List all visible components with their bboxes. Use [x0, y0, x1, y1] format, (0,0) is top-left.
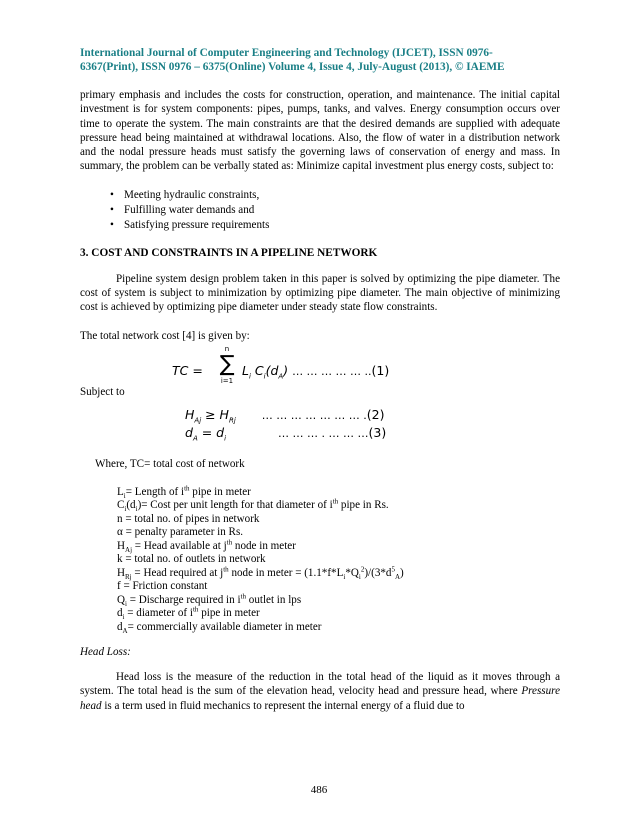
def-HR-formula-4: ) [400, 566, 404, 579]
def-HA-sub: Aj [125, 545, 133, 554]
where-line: Where, TC= total cost of network [95, 458, 245, 471]
head-loss-italic: Pressure head [80, 685, 560, 712]
def-d-sym: d [117, 607, 123, 620]
def-L-tail: pipe in meter [189, 485, 251, 498]
def-HR-sup3: 5 [391, 564, 395, 573]
section-heading: 3. COST AND CONSTRAINTS IN A PIPELINE NETWORK [80, 246, 378, 259]
eq3-eq: = d [197, 425, 225, 441]
equation-1 [80, 343, 560, 395]
def-dA-sym: d [117, 620, 123, 633]
def-HA-text: = Head available at j [132, 539, 227, 552]
def-Q-text: = Discharge required in i [126, 593, 241, 606]
def-dA-sub: A [122, 626, 128, 635]
def-C-sup: th [332, 497, 339, 506]
head-loss-paragraph [80, 670, 560, 713]
total-cost-intro: The total network cost [4] is given by: [80, 329, 250, 342]
def-f: f = Friction constant [117, 580, 208, 593]
definitions-list [117, 483, 560, 635]
sigma-lower-limit: i=1 [220, 376, 234, 385]
def-HA [117, 537, 560, 554]
def-HA-sup: th [226, 537, 233, 546]
def-HR-sup: th [223, 564, 229, 573]
def-C [117, 499, 560, 513]
eq2-sub-aj: Aj [194, 416, 202, 425]
journal-header [80, 46, 560, 74]
eq1-sub-A: A [278, 372, 284, 381]
def-HR-sub4: A [394, 572, 401, 581]
def-C-sym: C [117, 499, 125, 512]
page-number: 486 [310, 784, 328, 796]
equations-2-3 [80, 399, 560, 447]
def-HA-sym: H [117, 539, 126, 552]
def-HR-sub3: i [358, 572, 361, 581]
def-HA-tail: node in meter [232, 539, 296, 552]
eq1-lhs: TC = [172, 362, 203, 378]
equation-3 [185, 425, 387, 443]
def-d-sub: i [122, 613, 125, 622]
def-HR-formula-1: node in meter = (1.1*f*L [228, 566, 344, 579]
def-Q-sup: th [240, 591, 246, 600]
def-L-sup: th [184, 483, 190, 492]
def-HR-sym: H [117, 566, 126, 579]
def-n: n = total no. of pipes in network [117, 512, 260, 525]
equation-2 [185, 407, 385, 425]
page-content [80, 46, 560, 713]
def-Q [117, 591, 560, 608]
def-alpha: α = penalty parameter in Rs. [117, 526, 244, 539]
eq3-label: (3) [368, 425, 387, 441]
def-k: k = total no. of outlets in network [117, 553, 266, 566]
eq1-L: L [242, 362, 249, 378]
eq2-dots: … … … … … … … . [261, 409, 367, 423]
def-d-sup: th [192, 605, 199, 614]
intro-paragraph: primary emphasis and includes the costs for construction, operation, and maintenance. The initial capital investment is for system components: pipes, pumps, tanks, and valves. Energy consumption occurs over time to operate the system. The main constraints are that the desired demands are supplied with adequate pressure head being maintained at withdrawal locations. Also, the flow of water in a distribution network and the nodal pressure heads must satisfy the governing laws of conservation of energy and mass. In summary, the problem can be verbally stated as: Minimize capital investment plus energy costs, subject to: [80, 89, 560, 173]
section-paragraph: Pipeline system design problem taken in this paper is solved by optimizing the pipe diameter. The cost of system is subject to minimization by optimizing pipe diameter. The main objective of minimizing cost is achieved by optimizing pipe diameter under steady state flow constraints. [80, 272, 560, 314]
def-Q-tail: outlet in lps [246, 593, 302, 606]
eq1-dots: … … … … … .. [292, 364, 372, 378]
def-C-sub2: i [135, 505, 138, 514]
def-Q-sym: Q [117, 593, 126, 606]
def-C-paren: (d [126, 499, 136, 512]
def-HR [117, 564, 560, 581]
def-L-sym: L [117, 485, 124, 498]
def-dA-text: = commercially available diameter in meter [127, 620, 322, 633]
def-HR-formula-2: *Q [345, 566, 359, 579]
eq3-d: d [185, 425, 193, 441]
eq2-sub-rj: Rj [228, 416, 236, 425]
def-C-sub: i [124, 505, 127, 514]
constraints-list [80, 188, 560, 233]
eq1-label: (1) [371, 362, 390, 378]
list-item: • Meeting hydraulic constraints, [110, 188, 560, 203]
head-loss-text-a: Head loss is the measure of the reduction in the total head of the liquid as it moves through a system. The total head is the sum of the elevation head, velocity head and pressure head, where [80, 671, 560, 698]
def-d [117, 607, 560, 621]
eq3-sub-i: i [224, 434, 227, 443]
def-L-text: = Length of i [125, 485, 185, 498]
def-d-tail: pipe in meter [198, 607, 260, 620]
def-d-text: = diameter of i [124, 607, 193, 620]
def-L [117, 483, 560, 500]
header-line-2: 6367(Print), ISSN 0976 – 6375(Online) Volume 4, Issue 4, July-August (2013), © IAEME [80, 61, 505, 73]
def-L-sub: i [123, 491, 126, 500]
def-HR-sub2: i [343, 572, 346, 581]
list-item: • Satisfying pressure requirements [110, 218, 560, 233]
head-loss-text-b: is a term used in fluid mechanics to represent the internal energy of a fluid due to [101, 699, 465, 712]
def-HR-sup2: 2 [360, 564, 365, 573]
eq1-sub-i-2: i [263, 372, 266, 381]
sigma-upper-limit: n [224, 344, 230, 353]
def-Q-sub: i [125, 599, 127, 608]
def-HR-sub: Rj [125, 572, 132, 581]
def-HR-text: = Head required at j [131, 566, 224, 579]
eq1-paren: (d [265, 362, 279, 378]
eq2-label: (2) [366, 407, 385, 423]
header-line-1: International Journal of Computer Engineering and Technology (IJCET), ISSN 0976- [80, 47, 493, 59]
eq1-sub-i: i [248, 372, 251, 381]
eq2-ge: ≥ H [201, 407, 229, 423]
eq3-dots: … … … . … … … [278, 427, 369, 441]
eq2-H: H [185, 407, 195, 423]
subject-to-label: Subject to [80, 385, 125, 398]
eq1-C: C [250, 362, 264, 378]
eq3-sub-a: A [192, 434, 198, 443]
sigma-symbol: ∑ [219, 351, 235, 377]
list-item: • Fulfilling water demands and [110, 203, 560, 218]
def-C-text: )= Cost per unit length for that diameter of i [137, 499, 333, 512]
head-loss-heading: Head Loss: [80, 646, 131, 659]
def-HR-formula-3: )/(3*d [364, 566, 392, 579]
def-dA [117, 621, 560, 635]
eq1-close: ) [283, 362, 289, 378]
def-C-tail: pipe in Rs. [338, 499, 389, 512]
